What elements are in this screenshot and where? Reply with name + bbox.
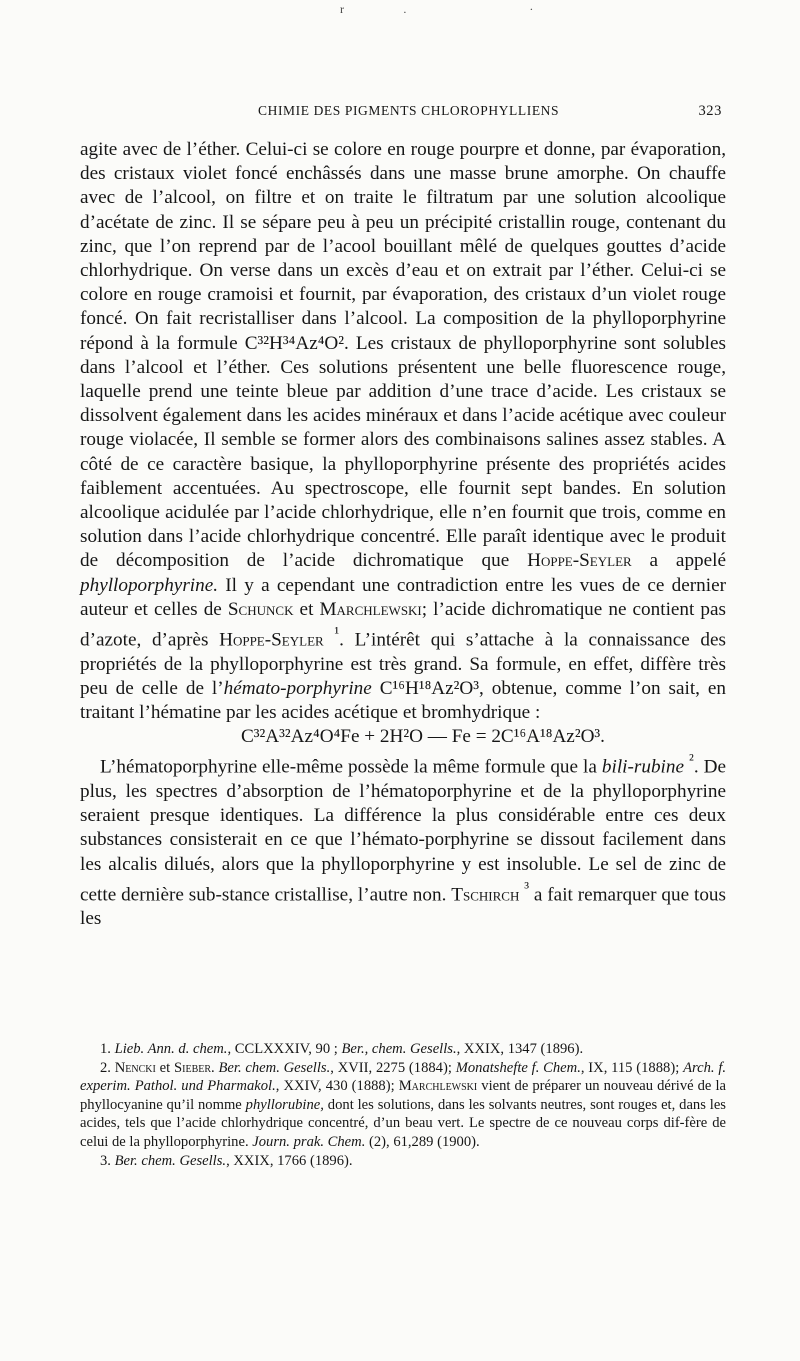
citation-text: (2), 61,289 (1900). [369, 1133, 480, 1150]
text-run: . L’intérêt qui s’attache à la connaissance des propriétés de la phylloporphyrine est très grand. Sa formule, en effet, diffère très peu de celle de l’ [80, 629, 726, 699]
paragraph [80, 138, 726, 725]
equation: C³²A³²Az⁴O⁴Fe + 2H²O — Fe = 2C¹⁶A¹⁸Az²O³. [241, 726, 605, 748]
term-italic: bili-rubine [601, 756, 684, 778]
author-name: Sieber. [174, 1059, 215, 1076]
author-name: Marchlewski [319, 598, 422, 620]
term-italic: phyllorubine, [245, 1096, 324, 1113]
citation-text: , XXIV, 430 (1888); [275, 1078, 395, 1095]
top-marks: r. · [340, 2, 594, 16]
page [80, 0, 726, 1361]
author-name: Hoppe-Seyler [219, 629, 324, 651]
term-italic: phylloporphyrine. [80, 574, 219, 596]
page-number: 323 [698, 103, 722, 119]
text-run: Il y a cependant une contradiction entre les vues de ce dernier auteur et celles de [80, 574, 727, 620]
footnote-ref: ² [689, 752, 694, 770]
citation-text: , XXIX, 1766 (1896). [226, 1152, 353, 1169]
citation-text: , IX, 115 (1888); [580, 1059, 680, 1076]
citation-text: , CCLXXXIV, 90 ; [227, 1041, 338, 1057]
running-header [80, 103, 726, 125]
footnote-ref: ³ [524, 879, 530, 897]
citation-text: , XVII, 2275 (1884); [330, 1059, 452, 1076]
term-italic: hémato-porphyrine [223, 677, 372, 699]
citation-italic: Lieb. Ann. d. chem. [114, 1041, 228, 1057]
footnote-ref: ¹ [334, 625, 340, 643]
text-run: C¹⁶H¹⁸Az²O³, obtenue, comme l’on sait, en traitant l’hématine par les acides acétique et bromhydrique : [80, 677, 727, 724]
citation-text: et [159, 1059, 171, 1076]
citation-italic: Arch. f. experim. Pathol. und Pharmakol. [80, 1059, 727, 1095]
citation-italic: Ber. chem. Gesells. [114, 1152, 227, 1169]
author-name: Nencki [114, 1059, 156, 1076]
citation-text: , XXIX, 1347 (1896). [456, 1041, 584, 1057]
text-run: a appelé [649, 550, 726, 572]
footnote-number: 3. [100, 1152, 111, 1169]
author-name: Tschirch [451, 884, 520, 906]
footnote-number: 1. [100, 1041, 111, 1057]
citation-italic: Journ. prak. Chem. [252, 1133, 366, 1150]
citation-italic: Ber. chem. Gesells. [218, 1059, 331, 1076]
author-name: Schunck [227, 598, 294, 620]
paragraph [80, 749, 726, 931]
text-run: . De plus, les spectres d’absorption de l’hématoporphyrine et de la phylloporphyrine seraient presque identiques. La différence la plus considérable entre ces deux substances consisterait en ce que l’hémato-porphyrine se dissout facilement dans les alcalis dilués, alors que la phylloporphyrine y est insoluble. Le sel de zinc de cette dernière sub-stance cristallise, l’autre non. [80, 756, 727, 906]
footnote [80, 1152, 726, 1171]
main-text [80, 138, 726, 932]
citation-text: dont les solutions, dans les solvants neutres, sont rouges et, dans les acides, tels que l’acide chlorhydrique concentré, d’un beau vert. Le spectre de ce nouveau corps dif-fère de celui de la phylloporphyrine. [80, 1096, 726, 1150]
text-run: L’hématoporphyrine elle-même possède la même formule que la [100, 756, 597, 778]
text-run: ; l’acide dichromatique ne contient pas d’azote, d’après [80, 598, 726, 651]
footnote-number: 2. [100, 1059, 111, 1076]
citation-italic: Ber., chem. Gesells. [341, 1041, 457, 1057]
author-name: Marchlewski [398, 1078, 478, 1095]
author-name: Hoppe-Seyler [527, 550, 632, 572]
text-run: et [299, 598, 314, 620]
footnote [80, 1059, 726, 1152]
text-run: a fait remarquer que tous les [80, 884, 726, 930]
text-run: agite avec de l’éther. Celui-ci se colore en rouge pourpre et donne, par évaporation, des cristaux violet foncé enchâssés dans une masse brune amorphe. On chauffe avec de l’alcool, on filtre et on traite le filtratum par une solution alcoolique d’acétate de zinc. Il se sépare peu à peu un précipité cristallin rouge, contenant du zinc, que l’on reprend par de l’acool bouillant mêlé de quelques gouttes d’acide chlorhydrique. On verse dans un excès d’eau et on extrait par l’éther. Celui-ci se colore en rouge cramoisi et fournit, par évaporation, des cristaux d’un violet rouge foncé. On fait recristalliser dans l’alcool. La composition de la phylloporphyrine répond à la formule C³²H³⁴Az⁴O². Les cristaux de phylloporphyrine sont solubles dans l’alcool et l’éther. Ces solutions présentent une belle fluorescence rouge, laquelle prend une teinte bleue par addition d’une trace d’acide. Les cristaux se dissolvent également dans les acides minéraux et dans l’acide acétique avec couleur rouge violacée, Il semble se former alors des combinaisons salines assez stables. A côté de ce caractère basique, la phylloporphyrine présente des propriétés acides faiblement accentuées. Au spectroscope, elle fournit sept bandes. En solution alcoolique acidulée par l’acide chlorhydrique, elle n’en fournit que trois, comme en solution dans l’acide chlorhydrique concentré. Elle paraît identique avec le produit de décomposition de l’acide dichromatique que [80, 139, 726, 572]
footnote [80, 1040, 726, 1059]
citation-italic: Monatshefte f. Chem. [455, 1059, 581, 1076]
citation-text: vient de préparer un nouveau dérivé de la phyllocyanine qu’il nomme [80, 1078, 726, 1113]
footnotes [80, 1040, 726, 1170]
running-title: CHIMIE DES PIGMENTS CHLOROPHYLLIENS [258, 103, 560, 118]
